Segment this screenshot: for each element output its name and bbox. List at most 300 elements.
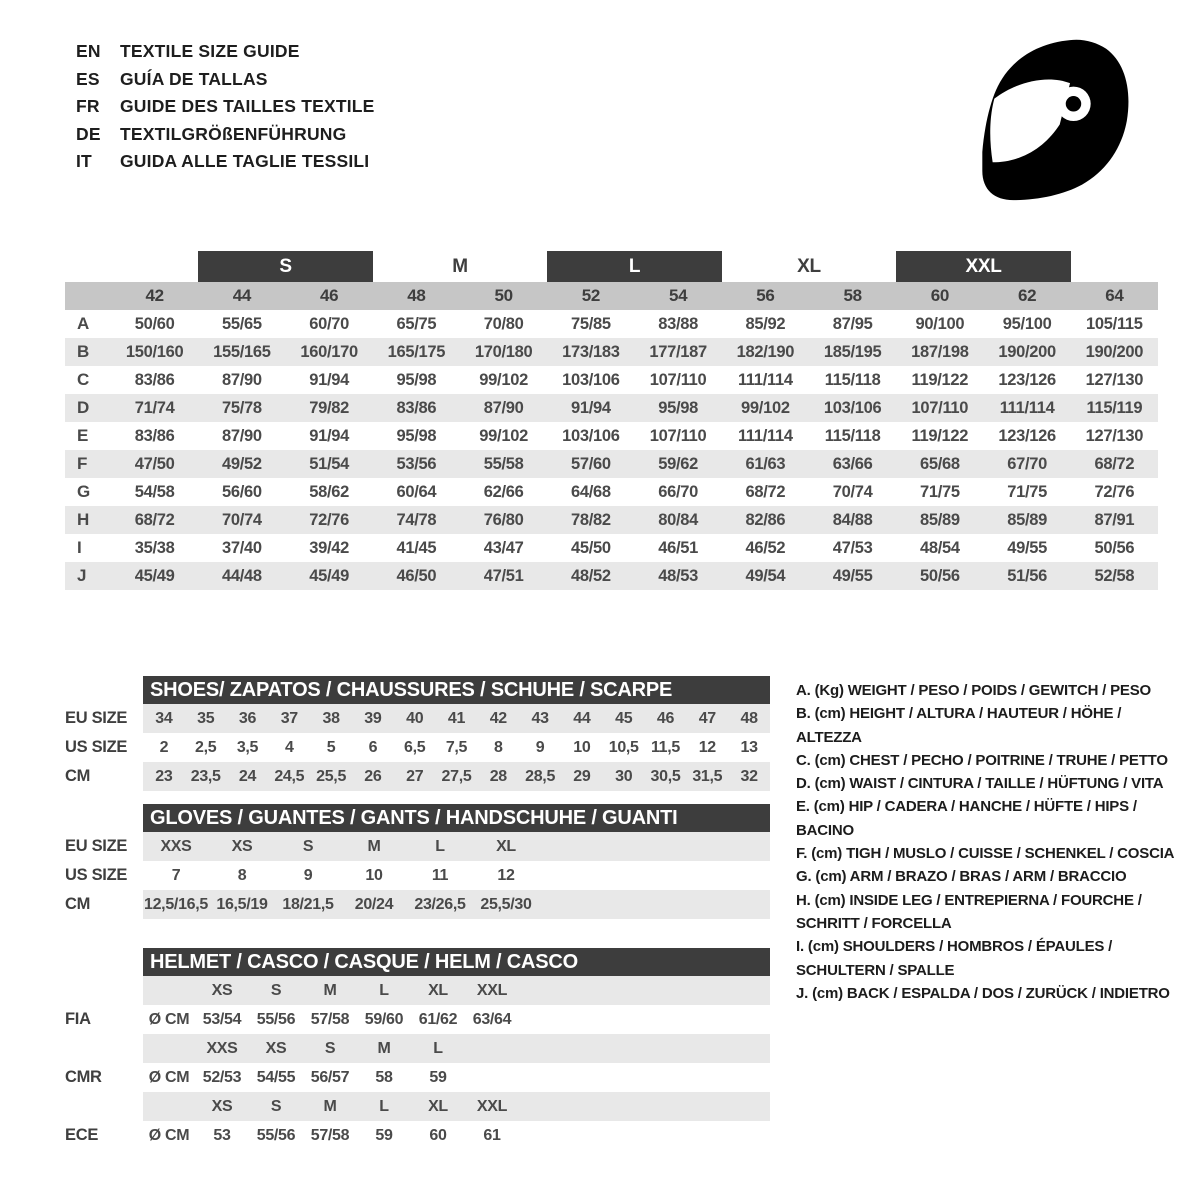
row-label: US SIZE	[65, 738, 128, 756]
size-number: 62	[984, 282, 1071, 310]
row-values	[143, 1063, 770, 1092]
helmet-values-row	[65, 1121, 770, 1150]
size-value: 63/66	[809, 450, 896, 478]
size-value: 23,5	[190, 768, 221, 785]
size-value: 27,5	[441, 768, 472, 785]
helmet-size-label: M	[377, 1040, 391, 1057]
size-value: 99/102	[722, 394, 809, 422]
size-value: 57/60	[547, 450, 634, 478]
size-value: XL	[496, 838, 516, 855]
size-value: 29	[573, 768, 591, 785]
row-values	[143, 704, 770, 733]
helmet-table-title: HELMET / CASCO / CASQUE / HELM / CASCO	[143, 948, 770, 976]
shoes-size-table	[65, 676, 770, 791]
size-value: 36	[238, 710, 257, 727]
size-number: 44	[198, 282, 285, 310]
size-value: 99/102	[479, 371, 528, 389]
size-value: 41	[447, 710, 466, 727]
legend-item: E. (cm) HIP / CADERA / HANCHE / HÜFTE / HIPS / BACINO	[796, 798, 1137, 839]
size-value: 55/65	[221, 315, 262, 333]
size-value: 70/80	[483, 315, 524, 333]
unit-spacer	[143, 1034, 195, 1063]
size-value: 84/88	[809, 506, 896, 534]
helmet-table-rows	[65, 976, 770, 1150]
size-number: 56	[722, 282, 809, 310]
size-value: 55/58	[460, 450, 547, 478]
language-title-row	[76, 93, 375, 121]
size-value: 61	[483, 1127, 501, 1144]
size-value: 53	[213, 1127, 231, 1144]
size-value: 18/21,5	[282, 896, 334, 913]
clothing-size-grid	[65, 251, 1158, 590]
size-value: 72/76	[1094, 483, 1135, 501]
size-value: 35	[197, 710, 215, 727]
table-row	[65, 733, 770, 762]
guide-title: TEXTILGRÖßENFÜHRUNG	[120, 123, 347, 144]
row-values	[143, 733, 770, 762]
size-value: 53/54	[202, 1011, 242, 1028]
size-value: 75/85	[570, 315, 611, 333]
size-value: 4	[284, 739, 294, 756]
size-value: 66/70	[658, 483, 699, 501]
size-value: 91/94	[309, 427, 350, 445]
size-number: 50	[460, 282, 547, 310]
guide-title: TEXTILE SIZE GUIDE	[120, 41, 300, 61]
size-value: 49/55	[809, 562, 896, 590]
size-value: 70/74	[198, 506, 285, 534]
row-label: EU SIZE	[65, 709, 128, 727]
size-value: 111/114	[737, 371, 793, 389]
size-value: 55/56	[256, 1011, 296, 1028]
language-title-row	[76, 121, 375, 149]
size-value: 49/54	[722, 562, 809, 590]
size-value: 46	[656, 710, 675, 727]
size-value: 103/106	[809, 394, 896, 422]
helmet-size-label: XXL	[476, 982, 508, 999]
size-value: 68/72	[745, 483, 786, 501]
size-value: 43/47	[483, 539, 524, 557]
gloves-size-table	[65, 804, 770, 919]
size-value: 107/110	[896, 394, 983, 422]
helmet-values-row	[65, 1005, 770, 1034]
size-value: 68/72	[1071, 450, 1158, 478]
unit-spacer	[143, 976, 195, 1005]
size-value: 51/54	[286, 450, 373, 478]
size-value: 91/94	[547, 394, 634, 422]
size-value: 11	[431, 867, 449, 884]
size-value: 50/56	[896, 562, 983, 590]
size-value: 56/57	[310, 1069, 350, 1086]
helmet-size-label: L	[433, 1040, 443, 1057]
size-value: 10	[573, 739, 591, 756]
size-value: 63/64	[472, 1011, 512, 1028]
row-letter-J: J	[65, 562, 111, 590]
size-value: 28,5	[525, 768, 556, 785]
size-value: 58/62	[309, 483, 350, 501]
size-value: 61/62	[418, 1011, 458, 1028]
size-value: 50/56	[1094, 539, 1135, 557]
size-value: 32	[740, 768, 758, 785]
row-letter-E: E	[77, 426, 89, 445]
size-group-spacer	[65, 251, 111, 282]
legend-item: D. (cm) WAIST / CINTURA / TAILLE / HÜFTUNG / VITA	[796, 775, 1164, 793]
row-letter-I: I	[77, 538, 82, 557]
table-row	[65, 890, 770, 919]
size-value: 67/70	[984, 450, 1071, 478]
size-value: 31,5	[692, 768, 723, 785]
size-value: 76/80	[460, 506, 547, 534]
size-value: 7,5	[445, 739, 468, 756]
size-value: 41/45	[396, 539, 437, 557]
measurement-legend	[796, 679, 1184, 1005]
size-value: 57/58	[310, 1127, 350, 1144]
size-value: 52/53	[202, 1069, 242, 1086]
size-value: 95/100	[1002, 315, 1052, 333]
size-value: 48	[740, 710, 758, 727]
row-values	[143, 890, 770, 919]
size-value: 60/70	[309, 315, 350, 333]
gloves-table-rows	[65, 832, 770, 919]
size-value: 25,5/30	[480, 896, 532, 913]
standard-label-CMR: CMR	[65, 1068, 102, 1086]
size-value: 177/187	[635, 338, 722, 366]
size-value: 59	[429, 1069, 447, 1086]
size-value: 65/68	[896, 450, 983, 478]
size-value: 12,5/16,5	[143, 896, 209, 913]
size-value: 62/66	[483, 483, 524, 501]
size-value: 12	[497, 867, 515, 884]
size-value: 10,5	[608, 739, 639, 756]
size-group-XL: XL	[797, 256, 821, 277]
size-value: 83/86	[134, 427, 175, 445]
size-group-spacer	[111, 251, 198, 282]
size-value: S	[302, 838, 314, 855]
size-value: 34	[155, 710, 173, 727]
size-value: 60/64	[396, 483, 437, 501]
size-value: 49/55	[1007, 539, 1048, 557]
size-value: 42	[489, 710, 507, 727]
gloves-table-title: GLOVES / GUANTES / GANTS / HANDSCHUHE / GUANTI	[143, 804, 770, 832]
size-group-M: M	[452, 256, 468, 277]
size-value: 26	[364, 768, 382, 785]
size-value: 37/40	[221, 539, 262, 557]
size-value: 170/180	[460, 338, 547, 366]
size-value: 82/86	[722, 506, 809, 534]
helmet-size-label: XXL	[476, 1098, 508, 1115]
size-value: 43	[531, 710, 549, 727]
helmet-sizes-row	[65, 1092, 770, 1121]
size-value: 70/74	[832, 483, 873, 501]
size-group-L: L	[547, 251, 722, 282]
size-value: 71/75	[1007, 483, 1048, 501]
size-value: 64/68	[570, 483, 611, 501]
size-value: 123/126	[998, 371, 1056, 389]
size-value: 27	[406, 768, 424, 785]
size-value: 24	[238, 768, 257, 785]
row-values	[143, 1005, 770, 1034]
size-value: 10	[365, 867, 383, 884]
size-value: 185/195	[809, 338, 896, 366]
size-value: 45/49	[286, 562, 373, 590]
size-group-XXL: XXL	[896, 251, 1071, 282]
size-value: 46/50	[373, 562, 460, 590]
size-value: 95/98	[396, 427, 437, 445]
size-value: 99/102	[479, 427, 528, 445]
size-number: 46	[286, 282, 373, 310]
size-value: 39	[364, 710, 382, 727]
row-values	[143, 762, 770, 791]
legend-item: H. (cm) INSIDE LEG / ENTREPIERNA / FOURCHE / SCHRITT / FORCELLA	[796, 891, 1142, 932]
helmet-size-label: XL	[428, 1098, 448, 1115]
size-number: 42	[111, 282, 198, 310]
size-number: 64	[1071, 282, 1158, 310]
language-code: FR	[76, 96, 100, 117]
size-value: 46/51	[658, 539, 699, 557]
language-code: IT	[76, 151, 92, 172]
language-title-row	[76, 66, 375, 94]
size-value: 107/110	[649, 427, 707, 445]
size-value: 48/54	[919, 539, 960, 557]
size-value: 13	[740, 739, 758, 756]
size-value: 85/89	[896, 506, 983, 534]
size-value: 44/48	[198, 562, 285, 590]
size-value: 25,5	[316, 768, 347, 785]
size-value: 46/52	[745, 539, 786, 557]
size-value: 6,5	[404, 739, 426, 756]
size-value: 5	[326, 739, 336, 756]
size-number: 60	[896, 282, 983, 310]
size-value: 7	[171, 867, 181, 884]
helmet-size-label: L	[379, 982, 389, 999]
size-value: 9	[303, 867, 313, 884]
size-value: 59	[375, 1127, 393, 1144]
row-letter-G: G	[77, 482, 90, 501]
size-value: L	[435, 838, 445, 855]
size-value: 47	[698, 710, 716, 727]
legend-item: F. (cm) TIGH / MUSLO / CUISSE / SCHENKEL / COSCIA	[796, 845, 1175, 863]
size-value: 173/183	[547, 338, 634, 366]
size-value: 85/89	[984, 506, 1071, 534]
size-value: 95/98	[396, 371, 437, 389]
size-value: 155/165	[198, 338, 285, 366]
size-value: 127/130	[1085, 371, 1144, 389]
size-value: 87/90	[460, 394, 547, 422]
size-value: 87/90	[221, 427, 262, 445]
size-value: 123/126	[998, 427, 1056, 445]
helmet-size-label: S	[324, 1040, 336, 1057]
row-label	[65, 976, 143, 1005]
size-value: 79/82	[286, 394, 373, 422]
size-value: 87/91	[1071, 506, 1158, 534]
size-value: 187/198	[896, 338, 983, 366]
size-value: 83/88	[658, 315, 699, 333]
row-letter-D: D	[65, 394, 111, 422]
title-language-list	[76, 38, 375, 176]
standard-label-ECE: ECE	[65, 1126, 99, 1144]
size-value: 111/114	[984, 394, 1071, 422]
row-values	[143, 1092, 770, 1121]
helmet-size-label: S	[270, 982, 282, 999]
size-number: 58	[809, 282, 896, 310]
size-value: 48/53	[635, 562, 722, 590]
size-value: 68/72	[111, 506, 198, 534]
size-group-spacer	[1071, 251, 1158, 282]
size-value: 47/53	[832, 539, 873, 557]
size-value: 9	[535, 739, 545, 756]
legend-item: B. (cm) HEIGHT / ALTURA / HAUTEUR / HÖHE / ALTEZZA	[796, 705, 1122, 746]
unit-spacer	[143, 1092, 195, 1121]
row-values	[143, 1121, 770, 1150]
row-values	[143, 832, 770, 861]
helmet-size-label: XS	[265, 1040, 287, 1057]
size-value: 6	[368, 739, 378, 756]
size-value: 58	[375, 1069, 393, 1086]
size-value: 55/56	[256, 1127, 296, 1144]
size-value: 8	[237, 867, 247, 884]
size-number: 52	[547, 282, 634, 310]
size-value: 38	[322, 710, 340, 727]
size-value: 78/82	[547, 506, 634, 534]
table-row	[65, 762, 770, 791]
row-letter-B: B	[65, 338, 111, 366]
legend-item: A. (Kg) WEIGHT / PESO / POIDS / GEWITCH / PESO	[796, 682, 1151, 699]
size-value: 3,5	[236, 739, 259, 756]
language-title-row	[76, 148, 375, 176]
size-value: 119/122	[911, 371, 969, 389]
row-label: CM	[65, 895, 91, 913]
size-value: 95/98	[635, 394, 722, 422]
language-code: EN	[76, 41, 101, 61]
size-value: XXS	[160, 838, 192, 855]
size-value: 165/175	[373, 338, 460, 366]
size-value: 48/52	[547, 562, 634, 590]
language-code: DE	[76, 123, 101, 144]
size-value: 59/60	[364, 1011, 404, 1028]
size-value: 190/200	[984, 338, 1071, 366]
size-value: 8	[493, 739, 503, 756]
size-value: 115/118	[824, 371, 881, 389]
size-value: 83/86	[373, 394, 460, 422]
row-letter-F: F	[65, 450, 111, 478]
size-group-S: S	[198, 251, 373, 282]
helmet-sizes-row	[65, 976, 770, 1005]
table-row	[65, 704, 770, 733]
size-value: 85/92	[745, 315, 786, 333]
row-label: EU SIZE	[65, 837, 128, 855]
size-number: 48	[373, 282, 460, 310]
size-value: 74/78	[373, 506, 460, 534]
size-value: 40	[406, 710, 424, 727]
size-value: 119/122	[911, 427, 969, 445]
size-value: 75/78	[198, 394, 285, 422]
size-value: 39/42	[309, 539, 350, 557]
helmet-size-label: S	[270, 1098, 282, 1115]
size-value: 182/190	[722, 338, 809, 366]
legend-item: J. (cm) BACK / ESPALDA / DOS / ZURÜCK / INDIETRO	[796, 984, 1170, 1002]
unit-label: Ø CM	[148, 1069, 190, 1086]
size-value	[465, 1063, 519, 1092]
size-value: 23/26,5	[414, 896, 466, 913]
legend-item: G. (cm) ARM / BRAZO / BRAS / ARM / BRACCIO	[796, 868, 1127, 886]
guide-title: GUIDA ALLE TAGLIE TESSILI	[120, 151, 370, 172]
size-value: 56/60	[221, 483, 262, 501]
size-value: 115/119	[1071, 394, 1158, 422]
row-letter-A: A	[77, 314, 89, 333]
table-row	[65, 861, 770, 890]
size-value: 127/130	[1085, 427, 1144, 445]
size-value: 49/52	[198, 450, 285, 478]
size-value: 65/75	[396, 315, 437, 333]
helmet-size-label: L	[379, 1098, 389, 1115]
helmet-size-label	[465, 1034, 519, 1063]
size-value: 11,5	[650, 739, 681, 756]
size-value: 111/114	[737, 427, 793, 445]
size-value: 45/50	[570, 539, 611, 557]
language-code: ES	[76, 68, 100, 89]
helmet-size-label: XXS	[206, 1040, 238, 1057]
row-values	[143, 976, 770, 1005]
size-value: 103/106	[562, 427, 620, 445]
size-value: 71/74	[111, 394, 198, 422]
size-value: 28	[489, 768, 507, 785]
size-value: 83/86	[134, 371, 175, 389]
helmet-values-row	[65, 1063, 770, 1092]
size-value: 54/55	[256, 1069, 296, 1086]
size-number: 54	[635, 282, 722, 310]
size-value: 20/24	[354, 896, 394, 913]
row-label	[65, 1034, 143, 1063]
size-value: 47/51	[460, 562, 547, 590]
size-value: 80/84	[635, 506, 722, 534]
helmet-sizes-row	[65, 1034, 770, 1063]
row-letter-C: C	[77, 370, 89, 389]
helmet-size-label: XS	[211, 1098, 233, 1115]
size-value: 71/75	[919, 483, 960, 501]
row-values	[143, 861, 770, 890]
unit-label: Ø CM	[148, 1127, 190, 1144]
size-value: 50/60	[134, 315, 175, 333]
guide-title: GUIDE DES TAILLES TEXTILE	[120, 96, 375, 117]
size-value: 160/170	[286, 338, 373, 366]
size-value: 60	[429, 1127, 447, 1144]
size-value: 107/110	[649, 371, 707, 389]
size-value: 12	[698, 739, 716, 756]
size-value: 115/118	[824, 427, 881, 445]
shoes-table-title: SHOES/ ZAPATOS / CHAUSSURES / SCHUHE / SCARPE	[143, 676, 770, 704]
size-value: 103/106	[562, 371, 620, 389]
size-value: 53/56	[373, 450, 460, 478]
size-value: 91/94	[309, 371, 350, 389]
size-value: 37	[280, 710, 298, 727]
helmet-size-label: M	[323, 982, 337, 999]
size-value: 190/200	[1071, 338, 1158, 366]
helmet-size-table	[65, 948, 770, 1150]
size-value: 52/58	[1071, 562, 1158, 590]
shoes-table-rows	[65, 704, 770, 791]
size-value: 30	[615, 768, 633, 785]
size-value: 2,5	[195, 739, 217, 756]
helmet-size-label: XS	[211, 982, 233, 999]
size-value: 51/56	[984, 562, 1071, 590]
size-value: 45/49	[111, 562, 198, 590]
helmet-size-label: M	[323, 1098, 337, 1115]
language-title-row	[76, 38, 375, 66]
size-band-spacer	[65, 282, 111, 310]
size-value: 54/58	[134, 483, 175, 501]
row-values	[143, 1034, 770, 1063]
size-value: 150/160	[111, 338, 198, 366]
size-value: 61/63	[722, 450, 809, 478]
